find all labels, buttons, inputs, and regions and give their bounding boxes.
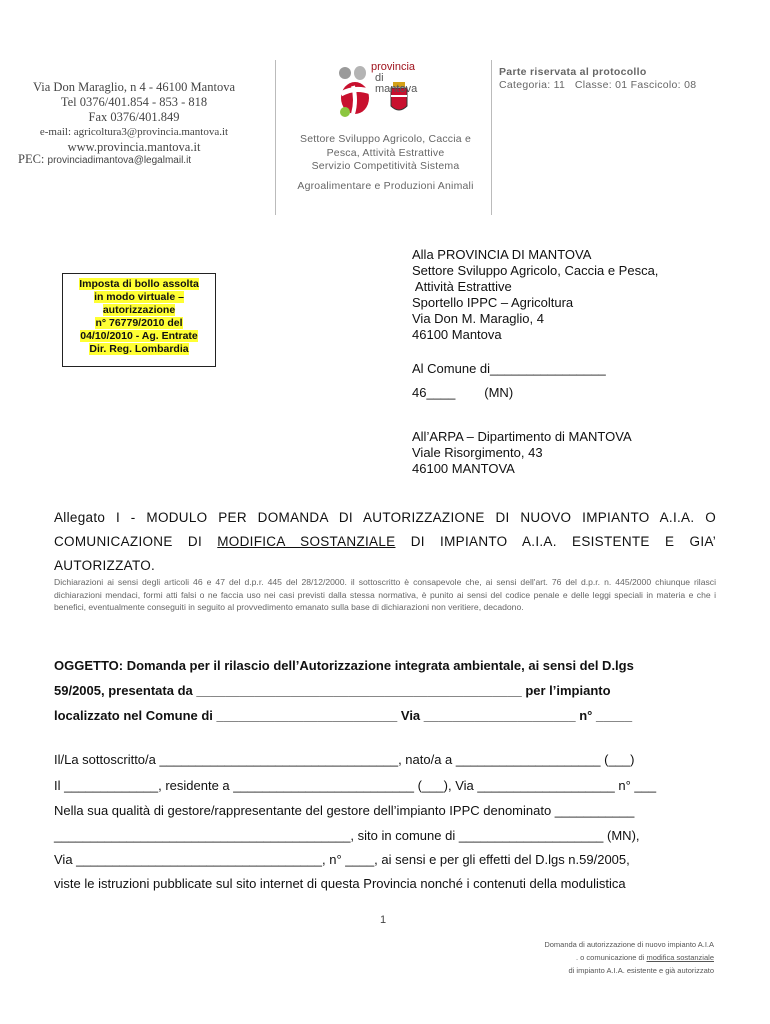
addressee-line: Attività Estrattive [412,279,512,294]
page-footer [470,938,714,977]
dichiarazioni-paragraph: Dichiarazioni ai sensi degli articoli 46 e 47 del d.p.r. 445 del 28/12/2000. il sottoscritto è consapevole che, ai sensi dell'art. 76 del d.p.r. n. 445/2000 chiunque rilasci dichiarazioni mendaci, formi atti falsi o ne faccia uso nei casi previsti dalla stessa normativa, è punito ai sensi del codice penale e delle leggi speciali in materia e che i benefici, eventualmente conseguiti in seguito al provvedimento emanato sulla base di dichiarazioni non veritiere, decadono. [54,577,716,612]
addressee-line: Viale Risorgimento, 43 [412,445,543,460]
addressee-line: Via Don M. Maraglio, 4 [412,311,544,326]
page-number: 1 [380,914,387,926]
footer-line: Domanda di autorizzazione di nuovo impianto A.I.A [544,940,714,949]
oggetto-block [54,653,716,728]
bollo-line: autorizzazione [102,304,176,316]
header-divider-right [491,60,492,215]
provincia-logo [333,60,428,130]
bollo-line: Imposta di bollo assolta [79,278,199,290]
oggetto-line: 59/2005, presentata da _____________________________________________ per l’impianto [54,683,611,698]
body-line: Il _____________, residente a _________________________ (___), Via ___________________ n° ___ [54,778,657,793]
settore-line: Settore Sviluppo Agricolo, Caccia e [299,133,471,145]
addressee-arpa [412,429,632,477]
allegato-underlined: MODIFICA SOSTANZIALE [217,534,396,549]
pec-label: PEC: [18,152,45,166]
settore-block [283,133,488,174]
addressee-line: Alla PROVINCIA DI MANTOVA [412,247,592,262]
email-line: e-mail: agricoltura3@provincia.mantova.it [39,126,229,138]
body-line: Via __________________________________, n° ____, ai sensi e per gli effetti del D.lgs n.59/2005, [54,852,630,867]
addressee-line: 46____ (MN) [412,385,514,400]
header-divider-left [275,60,276,215]
footer-underlined: modifica sostanziale [646,953,714,962]
bollo-line: 04/10/2010 - Ag. Entrate [80,330,198,342]
bollo-line: n° 76779/2010 del [95,317,183,329]
body-line: Il/La sottoscritto/a _________________________________, nato/a a ____________________ (___) [54,752,635,767]
pec-line [18,152,191,167]
bollo-box [62,273,216,367]
oggetto-line: OGGETTO: Domanda per il rilascio dell’Autorizzazione integrata ambientale, ai sensi del D.lgs [54,658,634,673]
addressee-line: 46100 MANTOVA [412,461,515,476]
allegato-heading [54,506,716,578]
protocollo-info: Categoria: 11 Classe: 01 Fascicolo: 08 [499,79,697,91]
fax-line: Fax 0376/401.849 [88,110,180,124]
logo-line2: di mantova [375,72,418,95]
pec-email: provinciadimantova@legalmail.it [47,155,192,166]
allegato-text: Allegato I - MODULO PER DOMANDA DI AUTORIZZAZIONE DI NUOVO IMPIANTO A.I.A. O COMUNICAZIONE DI [54,510,716,549]
footer-text: . o comunicazione di [575,953,647,962]
allegato-text: DI IMPIANTO A.I.A. ESISTENTE E GIA’ AUTORIZZATO. [54,534,716,573]
office-address-block [0,80,268,155]
body-line: _________________________________________, sito in comune di ____________________ (MN), [54,828,640,843]
settore-line: Servizio Competitività Sistema [311,160,460,172]
addressee-line: Sportello IPPC – Agricoltura [412,295,574,310]
body-line: Nella sua qualità di gestore/rappresentante del gestore dell’impianto IPPC denominato ___________ [54,803,635,818]
addressee-line: 46100 Mantova [412,327,502,342]
settore-line: Pesca, Attività Estrattive [326,146,445,159]
oggetto-line: localizzato nel Comune di _________________________ Via _____________________ n° _____ [54,708,633,723]
addressee-comune [412,357,606,405]
footer-line: di impianto A.I.A. esistente e già autorizzato [568,966,714,975]
footer-line2 [470,951,714,964]
addressee-line: All’ARPA – Dipartimento di MANTOVA [412,429,632,444]
body-line: viste le istruzioni pubblicate sul sito internet di questa Provincia nonché i contenuti della modulistica [54,876,626,891]
protocollo-title: Parte riservata al protocollo [499,66,647,78]
website-line: www.provincia.mantova.it [67,140,201,154]
agroalimentare-line: Agroalimentare e Produzioni Animali [297,180,474,192]
addressee-provincia [412,247,658,343]
protocollo-block [499,66,696,92]
addressee-line: Al Comune di________________ [412,361,606,376]
phone-line: Tel 0376/401.854 - 853 - 818 [60,95,208,109]
logo-line1: provincia [371,61,416,73]
bollo-line: in modo virtuale – [94,291,184,303]
address-line: Via Don Maraglio, n 4 - 46100 Mantova [33,80,235,94]
bollo-line: Dir. Reg. Lombardia [89,343,189,355]
addressee-line: Settore Sviluppo Agricolo, Caccia e Pesca, [412,263,659,278]
